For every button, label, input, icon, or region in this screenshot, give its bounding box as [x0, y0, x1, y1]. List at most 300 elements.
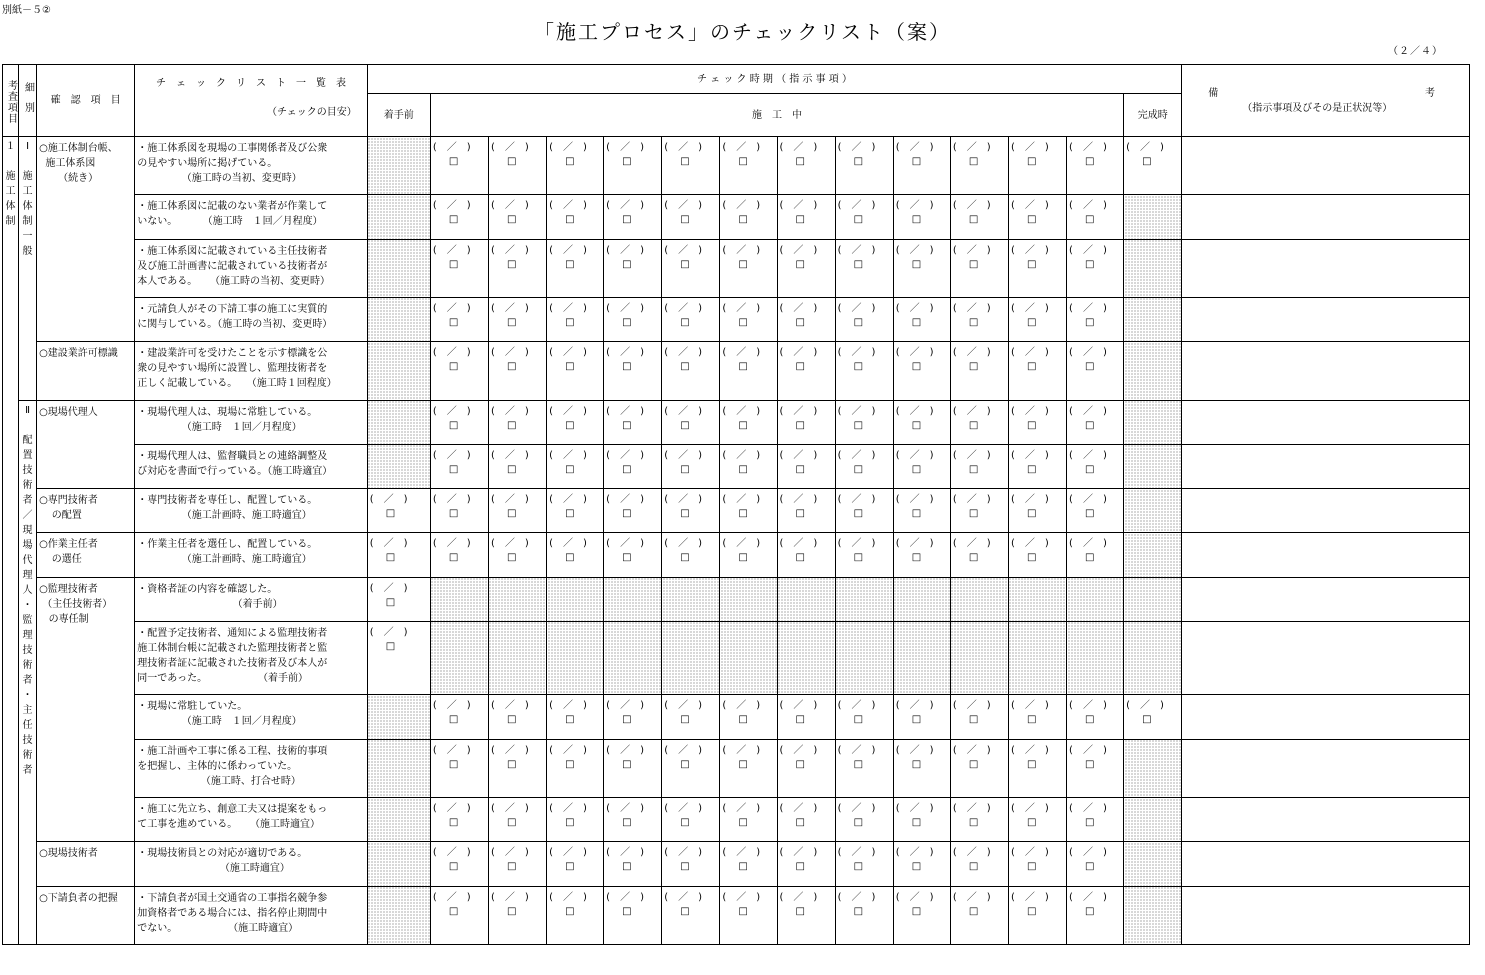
checkbox-icon[interactable]: □	[738, 156, 748, 167]
during-construction-check[interactable]: ( ／ ) □	[893, 239, 950, 297]
during-construction-check[interactable]: ( ／ ) □	[950, 695, 1008, 739]
during-construction-check[interactable]: ( ／ ) □	[950, 195, 1008, 239]
checkbox-icon[interactable]: □	[968, 714, 979, 726]
during-construction-check[interactable]: ( ／ ) □	[547, 533, 604, 577]
during-construction-check[interactable]: ( ／ ) □	[547, 195, 604, 239]
remarks-cell[interactable]	[1182, 739, 1470, 797]
during-construction-check[interactable]: ( ／ ) □	[835, 195, 893, 239]
checkbox-icon[interactable]: □	[622, 905, 632, 917]
checkbox-icon[interactable]: □	[622, 463, 632, 475]
checkbox-icon[interactable]: □	[506, 861, 517, 873]
checkbox-icon[interactable]: □	[1085, 419, 1095, 431]
during-construction-check[interactable]: ( ／ ) □	[662, 342, 720, 400]
during-construction-check[interactable]: ( ／ ) □	[547, 342, 604, 400]
during-construction-check[interactable]: ( ／ ) □	[547, 400, 604, 444]
checkbox-icon[interactable]: □	[853, 905, 864, 917]
checkbox-icon[interactable]: □	[968, 508, 979, 520]
remarks-cell[interactable]	[1182, 621, 1470, 694]
during-construction-check[interactable]: ( ／ ) □	[893, 842, 950, 886]
checkbox-icon[interactable]: □	[911, 861, 922, 873]
during-construction-check[interactable]: ( ／ ) □	[950, 533, 1008, 577]
during-construction-check[interactable]: ( ／ ) □	[662, 297, 720, 341]
checkbox-icon[interactable]: □	[622, 316, 632, 328]
checkbox-icon[interactable]: □	[506, 552, 517, 564]
checkbox-icon[interactable]: □	[565, 214, 575, 226]
checkbox-icon[interactable]: □	[738, 552, 748, 564]
checkbox-icon[interactable]: □	[448, 419, 459, 431]
during-construction-check[interactable]: ( ／ ) □	[893, 297, 950, 341]
during-construction-check[interactable]: ( ／ ) □	[893, 400, 950, 444]
during-construction-check[interactable]: ( ／ ) □	[488, 297, 546, 341]
during-construction-check[interactable]: ( ／ ) □	[547, 489, 604, 533]
checkbox-icon[interactable]: □	[448, 463, 459, 475]
during-construction-check[interactable]: ( ／ ) □	[1067, 137, 1124, 195]
checkbox-icon[interactable]: □	[795, 419, 805, 431]
checkbox-icon[interactable]: □	[968, 316, 979, 328]
checkbox-icon[interactable]: □	[1026, 419, 1037, 431]
checkbox-icon[interactable]: □	[622, 361, 632, 373]
during-construction-check[interactable]: ( ／ ) □	[777, 444, 835, 488]
checkbox-icon[interactable]: □	[506, 316, 517, 328]
checkbox-icon[interactable]: □	[1085, 861, 1095, 873]
remarks-cell[interactable]	[1182, 886, 1470, 944]
during-construction-check[interactable]: ( ／ ) □	[662, 444, 720, 488]
checkbox-icon[interactable]: □	[565, 861, 575, 873]
checkbox-icon[interactable]: □	[1026, 156, 1037, 167]
remarks-cell[interactable]	[1182, 842, 1470, 886]
during-construction-check[interactable]: ( ／ ) □	[777, 886, 835, 944]
during-construction-check[interactable]: ( ／ ) □	[1067, 297, 1124, 341]
during-construction-check[interactable]: ( ／ ) □	[1067, 886, 1124, 944]
checkbox-icon[interactable]: □	[622, 714, 632, 726]
during-construction-check[interactable]: ( ／ ) □	[488, 798, 546, 842]
remarks-cell[interactable]	[1182, 444, 1470, 488]
checkbox-icon[interactable]: □	[911, 316, 922, 328]
during-construction-check[interactable]: ( ／ ) □	[777, 342, 835, 400]
checkbox-icon[interactable]: □	[680, 817, 690, 829]
checkbox-icon[interactable]: □	[385, 552, 396, 564]
during-construction-check[interactable]: ( ／ ) □	[1067, 239, 1124, 297]
checkbox-icon[interactable]: □	[738, 758, 748, 770]
remarks-cell[interactable]	[1182, 400, 1470, 444]
during-construction-check[interactable]: ( ／ ) □	[1008, 695, 1066, 739]
during-construction-check[interactable]: ( ／ ) □	[720, 239, 777, 297]
checkbox-icon[interactable]: □	[795, 714, 805, 726]
checkbox-icon[interactable]: □	[448, 861, 459, 873]
checkbox-icon[interactable]: □	[680, 905, 690, 917]
during-construction-check[interactable]: ( ／ ) □	[777, 695, 835, 739]
during-construction-check[interactable]: ( ／ ) □	[777, 842, 835, 886]
checkbox-icon[interactable]: □	[795, 214, 805, 226]
during-construction-check[interactable]: ( ／ ) □	[604, 342, 662, 400]
checkbox-icon[interactable]: □	[448, 508, 459, 520]
checkbox-icon[interactable]: □	[565, 463, 575, 475]
during-construction-check[interactable]: ( ／ ) □	[1008, 886, 1066, 944]
during-construction-check[interactable]: ( ／ ) □	[488, 695, 546, 739]
during-construction-check[interactable]: ( ／ ) □	[893, 342, 950, 400]
during-construction-check[interactable]: ( ／ ) □	[835, 533, 893, 577]
checkbox-icon[interactable]: □	[1085, 361, 1095, 373]
during-construction-check[interactable]: ( ／ ) □	[1008, 798, 1066, 842]
completion-check[interactable]: ( ／ ) □	[1124, 695, 1182, 739]
checkbox-icon[interactable]: □	[738, 714, 748, 726]
during-construction-check[interactable]: ( ／ ) □	[1008, 195, 1066, 239]
checkbox-icon[interactable]: □	[1026, 508, 1037, 520]
checkbox-icon[interactable]: □	[622, 156, 632, 167]
checkbox-icon[interactable]: □	[795, 361, 805, 373]
during-construction-check[interactable]: ( ／ ) □	[662, 695, 720, 739]
checkbox-icon[interactable]: □	[506, 905, 517, 917]
checkbox-icon[interactable]: □	[622, 861, 632, 873]
during-construction-check[interactable]: ( ／ ) □	[604, 400, 662, 444]
during-construction-check[interactable]: ( ／ ) □	[604, 444, 662, 488]
checkbox-icon[interactable]: □	[853, 508, 864, 520]
checkbox-icon[interactable]: □	[448, 214, 459, 226]
checkbox-icon[interactable]: □	[448, 316, 459, 328]
checkbox-icon[interactable]: □	[853, 361, 864, 373]
during-construction-check[interactable]: ( ／ ) □	[893, 195, 950, 239]
during-construction-check[interactable]: ( ／ ) □	[604, 195, 662, 239]
checkbox-icon[interactable]: □	[1085, 552, 1095, 564]
before-start-check[interactable]: ( ／ ) □	[367, 533, 430, 577]
checkbox-icon[interactable]: □	[622, 817, 632, 829]
checkbox-icon[interactable]: □	[622, 508, 632, 520]
during-construction-check[interactable]: ( ／ ) □	[662, 489, 720, 533]
checkbox-icon[interactable]: □	[738, 361, 748, 373]
checkbox-icon[interactable]: □	[448, 258, 459, 270]
during-construction-check[interactable]: ( ／ ) □	[430, 297, 488, 341]
during-construction-check[interactable]: ( ／ ) □	[835, 739, 893, 797]
checkbox-icon[interactable]: □	[738, 258, 748, 270]
checkbox-icon[interactable]: □	[738, 508, 748, 520]
during-construction-check[interactable]: ( ／ ) □	[893, 137, 950, 195]
during-construction-check[interactable]: ( ／ ) □	[488, 842, 546, 886]
checkbox-icon[interactable]: □	[968, 861, 979, 873]
checkbox-icon[interactable]: □	[853, 463, 864, 475]
remarks-cell[interactable]	[1182, 297, 1470, 341]
checkbox-icon[interactable]: □	[968, 361, 979, 373]
during-construction-check[interactable]: ( ／ ) □	[604, 798, 662, 842]
before-start-check[interactable]: ( ／ ) □	[367, 489, 430, 533]
checkbox-icon[interactable]: □	[795, 316, 805, 328]
checkbox-icon[interactable]: □	[448, 552, 459, 564]
checkbox-icon[interactable]: □	[1026, 258, 1037, 270]
checkbox-icon[interactable]: □	[911, 905, 922, 917]
checkbox-icon[interactable]: □	[385, 596, 396, 608]
checkbox-icon[interactable]: □	[853, 714, 864, 726]
checkbox-icon[interactable]: □	[1026, 714, 1037, 726]
checkbox-icon[interactable]: □	[738, 817, 748, 829]
checkbox-icon[interactable]: □	[680, 463, 690, 475]
during-construction-check[interactable]: ( ／ ) □	[547, 444, 604, 488]
during-construction-check[interactable]: ( ／ ) □	[547, 297, 604, 341]
remarks-cell[interactable]	[1182, 577, 1470, 621]
during-construction-check[interactable]: ( ／ ) □	[430, 842, 488, 886]
checkbox-icon[interactable]: □	[968, 463, 979, 475]
checkbox-icon[interactable]: □	[506, 817, 517, 829]
checkbox-icon[interactable]: □	[1026, 552, 1037, 564]
during-construction-check[interactable]: ( ／ ) □	[777, 137, 835, 195]
checkbox-icon[interactable]: □	[565, 316, 575, 328]
during-construction-check[interactable]: ( ／ ) □	[950, 444, 1008, 488]
during-construction-check[interactable]: ( ／ ) □	[835, 297, 893, 341]
checkbox-icon[interactable]: □	[853, 316, 864, 328]
during-construction-check[interactable]: ( ／ ) □	[1008, 489, 1066, 533]
during-construction-check[interactable]: ( ／ ) □	[547, 739, 604, 797]
checkbox-icon[interactable]: □	[738, 861, 748, 873]
checkbox-icon[interactable]: □	[911, 463, 922, 475]
during-construction-check[interactable]: ( ／ ) □	[777, 533, 835, 577]
during-construction-check[interactable]: ( ／ ) □	[950, 798, 1008, 842]
during-construction-check[interactable]: ( ／ ) □	[488, 886, 546, 944]
checkbox-icon[interactable]: □	[795, 156, 805, 167]
during-construction-check[interactable]: ( ／ ) □	[720, 342, 777, 400]
checkbox-icon[interactable]: □	[680, 861, 690, 873]
during-construction-check[interactable]: ( ／ ) □	[950, 489, 1008, 533]
checkbox-icon[interactable]: □	[911, 552, 922, 564]
during-construction-check[interactable]: ( ／ ) □	[720, 489, 777, 533]
checkbox-icon[interactable]: □	[680, 419, 690, 431]
checkbox-icon[interactable]: □	[968, 156, 979, 167]
checkbox-icon[interactable]: □	[795, 552, 805, 564]
during-construction-check[interactable]: ( ／ ) □	[1008, 342, 1066, 400]
during-construction-check[interactable]: ( ／ ) □	[430, 195, 488, 239]
checkbox-icon[interactable]: □	[622, 419, 632, 431]
during-construction-check[interactable]: ( ／ ) □	[430, 739, 488, 797]
during-construction-check[interactable]: ( ／ ) □	[1067, 739, 1124, 797]
during-construction-check[interactable]: ( ／ ) □	[835, 400, 893, 444]
during-construction-check[interactable]: ( ／ ) □	[604, 695, 662, 739]
checkbox-icon[interactable]: □	[795, 258, 805, 270]
checkbox-icon[interactable]: □	[506, 508, 517, 520]
during-construction-check[interactable]: ( ／ ) □	[1008, 444, 1066, 488]
during-construction-check[interactable]: ( ／ ) □	[430, 886, 488, 944]
checkbox-icon[interactable]: □	[622, 758, 632, 770]
during-construction-check[interactable]: ( ／ ) □	[720, 739, 777, 797]
checkbox-icon[interactable]: □	[565, 552, 575, 564]
during-construction-check[interactable]: ( ／ ) □	[604, 886, 662, 944]
checkbox-icon[interactable]: □	[968, 419, 979, 431]
checkbox-icon[interactable]: □	[448, 361, 459, 373]
during-construction-check[interactable]: ( ／ ) □	[893, 739, 950, 797]
during-construction-check[interactable]: ( ／ ) □	[604, 533, 662, 577]
checkbox-icon[interactable]: □	[565, 905, 575, 917]
checkbox-icon[interactable]: □	[738, 419, 748, 431]
during-construction-check[interactable]: ( ／ ) □	[950, 297, 1008, 341]
during-construction-check[interactable]: ( ／ ) □	[777, 798, 835, 842]
during-construction-check[interactable]: ( ／ ) □	[720, 695, 777, 739]
during-construction-check[interactable]: ( ／ ) □	[1067, 842, 1124, 886]
checkbox-icon[interactable]: □	[1085, 316, 1095, 328]
checkbox-icon[interactable]: □	[448, 817, 459, 829]
checkbox-icon[interactable]: □	[968, 214, 979, 226]
during-construction-check[interactable]: ( ／ ) □	[777, 400, 835, 444]
checkbox-icon[interactable]: □	[795, 508, 805, 520]
during-construction-check[interactable]: ( ／ ) □	[604, 842, 662, 886]
during-construction-check[interactable]: ( ／ ) □	[430, 695, 488, 739]
during-construction-check[interactable]: ( ／ ) □	[488, 137, 546, 195]
checkbox-icon[interactable]: □	[680, 714, 690, 726]
during-construction-check[interactable]: ( ／ ) □	[950, 137, 1008, 195]
checkbox-icon[interactable]: □	[1085, 758, 1095, 770]
during-construction-check[interactable]: ( ／ ) □	[950, 886, 1008, 944]
during-construction-check[interactable]: ( ／ ) □	[662, 533, 720, 577]
during-construction-check[interactable]: ( ／ ) □	[720, 533, 777, 577]
checkbox-icon[interactable]: □	[506, 258, 517, 270]
during-construction-check[interactable]: ( ／ ) □	[950, 342, 1008, 400]
during-construction-check[interactable]: ( ／ ) □	[1008, 137, 1066, 195]
checkbox-icon[interactable]: □	[853, 552, 864, 564]
during-construction-check[interactable]: ( ／ ) □	[720, 297, 777, 341]
during-construction-check[interactable]: ( ／ ) □	[604, 239, 662, 297]
checkbox-icon[interactable]: □	[968, 552, 979, 564]
during-construction-check[interactable]: ( ／ ) □	[720, 195, 777, 239]
during-construction-check[interactable]: ( ／ ) □	[950, 239, 1008, 297]
remarks-cell[interactable]	[1182, 195, 1470, 239]
during-construction-check[interactable]: ( ／ ) □	[835, 489, 893, 533]
during-construction-check[interactable]: ( ／ ) □	[430, 137, 488, 195]
during-construction-check[interactable]: ( ／ ) □	[777, 297, 835, 341]
before-start-check[interactable]: ( ／ ) □	[367, 577, 430, 621]
checkbox-icon[interactable]: □	[738, 316, 748, 328]
during-construction-check[interactable]: ( ／ ) □	[488, 342, 546, 400]
during-construction-check[interactable]: ( ／ ) □	[720, 400, 777, 444]
during-construction-check[interactable]: ( ／ ) □	[720, 444, 777, 488]
during-construction-check[interactable]: ( ／ ) □	[488, 195, 546, 239]
checkbox-icon[interactable]: □	[853, 817, 864, 829]
checkbox-icon[interactable]: □	[738, 463, 748, 475]
during-construction-check[interactable]: ( ／ ) □	[547, 798, 604, 842]
checkbox-icon[interactable]: □	[911, 258, 922, 270]
checkbox-icon[interactable]: □	[1085, 214, 1095, 226]
during-construction-check[interactable]: ( ／ ) □	[835, 342, 893, 400]
during-construction-check[interactable]: ( ／ ) □	[1008, 239, 1066, 297]
checkbox-icon[interactable]: □	[385, 508, 396, 520]
checkbox-icon[interactable]: □	[622, 214, 632, 226]
checkbox-icon[interactable]: □	[911, 817, 922, 829]
checkbox-icon[interactable]: □	[1026, 361, 1037, 373]
during-construction-check[interactable]: ( ／ ) □	[1067, 195, 1124, 239]
checkbox-icon[interactable]: □	[738, 905, 748, 917]
checkbox-icon[interactable]: □	[565, 817, 575, 829]
during-construction-check[interactable]: ( ／ ) □	[662, 239, 720, 297]
checkbox-icon[interactable]: □	[448, 905, 459, 917]
checkbox-icon[interactable]: □	[911, 361, 922, 373]
checkbox-icon[interactable]: □	[565, 714, 575, 726]
during-construction-check[interactable]: ( ／ ) □	[662, 842, 720, 886]
checkbox-icon[interactable]: □	[911, 214, 922, 226]
checkbox-icon[interactable]: □	[1085, 714, 1095, 726]
remarks-cell[interactable]	[1182, 342, 1470, 400]
during-construction-check[interactable]: ( ／ ) □	[835, 798, 893, 842]
checkbox-icon[interactable]: □	[448, 714, 459, 726]
checkbox-icon[interactable]: □	[385, 640, 396, 652]
during-construction-check[interactable]: ( ／ ) □	[893, 533, 950, 577]
during-construction-check[interactable]: ( ／ ) □	[835, 239, 893, 297]
checkbox-icon[interactable]: □	[506, 758, 517, 770]
checkbox-icon[interactable]: □	[1142, 156, 1152, 167]
checkbox-icon[interactable]: □	[795, 758, 805, 770]
during-construction-check[interactable]: ( ／ ) □	[430, 489, 488, 533]
checkbox-icon[interactable]: □	[1085, 156, 1095, 167]
during-construction-check[interactable]: ( ／ ) □	[1008, 400, 1066, 444]
checkbox-icon[interactable]: □	[565, 419, 575, 431]
during-construction-check[interactable]: ( ／ ) □	[893, 798, 950, 842]
checkbox-icon[interactable]: □	[622, 552, 632, 564]
checkbox-icon[interactable]: □	[968, 758, 979, 770]
during-construction-check[interactable]: ( ／ ) □	[1008, 739, 1066, 797]
checkbox-icon[interactable]: □	[680, 361, 690, 373]
during-construction-check[interactable]: ( ／ ) □	[547, 695, 604, 739]
during-construction-check[interactable]: ( ／ ) □	[835, 842, 893, 886]
checkbox-icon[interactable]: □	[853, 156, 864, 167]
during-construction-check[interactable]: ( ／ ) □	[893, 695, 950, 739]
during-construction-check[interactable]: ( ／ ) □	[430, 239, 488, 297]
checkbox-icon[interactable]: □	[911, 508, 922, 520]
during-construction-check[interactable]: ( ／ ) □	[777, 239, 835, 297]
during-construction-check[interactable]: ( ／ ) □	[720, 798, 777, 842]
during-construction-check[interactable]: ( ／ ) □	[488, 489, 546, 533]
checkbox-icon[interactable]: □	[565, 508, 575, 520]
during-construction-check[interactable]: ( ／ ) □	[1008, 842, 1066, 886]
during-construction-check[interactable]: ( ／ ) □	[604, 297, 662, 341]
during-construction-check[interactable]: ( ／ ) □	[488, 739, 546, 797]
checkbox-icon[interactable]: □	[506, 463, 517, 475]
checkbox-icon[interactable]: □	[680, 552, 690, 564]
checkbox-icon[interactable]: □	[506, 714, 517, 726]
checkbox-icon[interactable]: □	[968, 258, 979, 270]
checkbox-icon[interactable]: □	[853, 214, 864, 226]
during-construction-check[interactable]: ( ／ ) □	[430, 444, 488, 488]
during-construction-check[interactable]: ( ／ ) □	[662, 798, 720, 842]
checkbox-icon[interactable]: □	[968, 817, 979, 829]
during-construction-check[interactable]: ( ／ ) □	[430, 342, 488, 400]
during-construction-check[interactable]: ( ／ ) □	[950, 842, 1008, 886]
during-construction-check[interactable]: ( ／ ) □	[662, 195, 720, 239]
during-construction-check[interactable]: ( ／ ) □	[1067, 695, 1124, 739]
checkbox-icon[interactable]: □	[1026, 463, 1037, 475]
during-construction-check[interactable]: ( ／ ) □	[488, 533, 546, 577]
checkbox-icon[interactable]: □	[853, 419, 864, 431]
during-construction-check[interactable]: ( ／ ) □	[777, 489, 835, 533]
checkbox-icon[interactable]: □	[680, 758, 690, 770]
remarks-cell[interactable]	[1182, 137, 1470, 195]
checkbox-icon[interactable]: □	[968, 905, 979, 917]
during-construction-check[interactable]: ( ／ ) □	[430, 400, 488, 444]
remarks-cell[interactable]	[1182, 695, 1470, 739]
during-construction-check[interactable]: ( ／ ) □	[604, 739, 662, 797]
during-construction-check[interactable]: ( ／ ) □	[720, 842, 777, 886]
during-construction-check[interactable]: ( ／ ) □	[893, 886, 950, 944]
during-construction-check[interactable]: ( ／ ) □	[720, 886, 777, 944]
checkbox-icon[interactable]: □	[853, 758, 864, 770]
during-construction-check[interactable]: ( ／ ) □	[950, 400, 1008, 444]
remarks-cell[interactable]	[1182, 489, 1470, 533]
during-construction-check[interactable]: ( ／ ) □	[604, 137, 662, 195]
checkbox-icon[interactable]: □	[911, 758, 922, 770]
checkbox-icon[interactable]: □	[680, 508, 690, 520]
during-construction-check[interactable]: ( ／ ) □	[430, 798, 488, 842]
checkbox-icon[interactable]: □	[565, 258, 575, 270]
during-construction-check[interactable]: ( ／ ) □	[1008, 533, 1066, 577]
completion-check[interactable]: ( ／ ) □	[1124, 137, 1182, 195]
checkbox-icon[interactable]: □	[853, 861, 864, 873]
checkbox-icon[interactable]: □	[1026, 316, 1037, 328]
checkbox-icon[interactable]: □	[1026, 758, 1037, 770]
checkbox-icon[interactable]: □	[1085, 817, 1095, 829]
during-construction-check[interactable]: ( ／ ) □	[893, 444, 950, 488]
checkbox-icon[interactable]: □	[853, 258, 864, 270]
